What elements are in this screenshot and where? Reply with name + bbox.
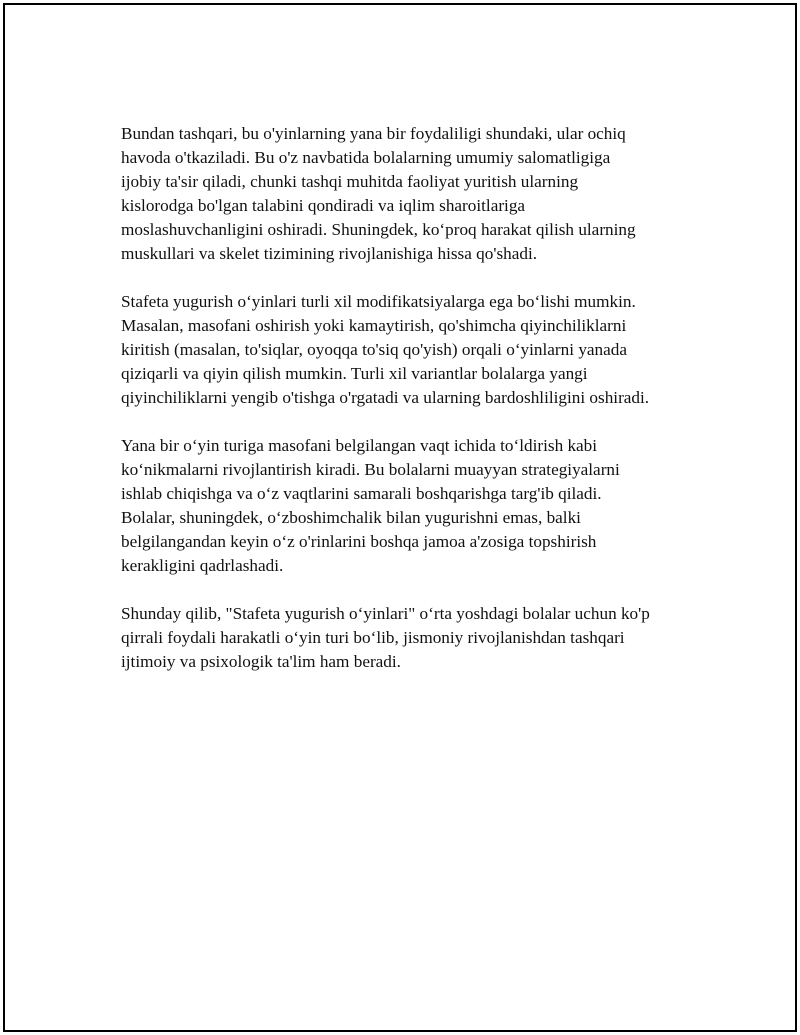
text-line: havoda o'tkaziladi. Bu o'z navbatida bolalarning umumiy salomatligiga [121, 148, 611, 167]
text-line: kiritish (masalan, to'siqlar, oyoqqa to'siq qo'yish) orqali o‘yinlarni yanada [121, 340, 627, 359]
text-line: qiziqarli va qiyin qilish mumkin. Turli xil variantlar bolalarga yangi [121, 364, 588, 383]
text-line: Stafeta yugurish o‘yinlari turli xil modifikatsiyalarga ega bo‘lishi mumkin. [121, 292, 636, 311]
text-line: kerakligini qadrlashadi. [121, 556, 284, 575]
text-line: ishlab chiqishga va o‘z vaqtlarini samarali boshqarishga targ'ib qiladi. [121, 484, 602, 503]
text-line: Masalan, masofani oshirish yoki kamaytirish, qo'shimcha qiyinchiliklarni [121, 316, 627, 335]
text-line: Bolalar, shuningdek, o‘zboshimchalik bilan yugurishni emas, balki [121, 508, 581, 527]
text-line: Shunday qilib, "Stafeta yugurish o‘yinlari" o‘rta yoshdagi bolalar uchun ko'p [121, 604, 650, 623]
text-line: Bundan tashqari, bu o'yinlarning yana bir foydaliligi shundaki, ular ochiq [121, 124, 626, 143]
text-line: kislorodga bo'lgan talabini qondiradi va iqlim sharoitlariga [121, 196, 526, 215]
text-line: ijobiy ta'sir qiladi, chunki tashqi muhitda faoliyat yuritish ularning [121, 172, 579, 191]
text-line: ko‘nikmalarni rivojlantirish kiradi. Bu bolalarni muayyan strategiyalarni [121, 460, 620, 479]
page-frame [3, 3, 797, 1032]
text-line: muskullari va skelet tizimining rivojlanishiga hissa qo'shadi. [121, 244, 538, 263]
text-line: moslashuvchanligini oshiradi. Shuningdek, ko‘proq harakat qilish ularning [121, 220, 636, 239]
paragraph-1 [121, 122, 721, 266]
text-line: belgilangandan keyin o‘z o'rinlarini boshqa jamoa a'zosiga topshirish [121, 532, 597, 551]
paragraph-3 [121, 434, 721, 578]
text-line: Yana bir o‘yin turiga masofani belgilangan vaqt ichida to‘ldirish kabi [121, 436, 598, 455]
text-line: qiyinchiliklarni yengib o'tishga o'rgatadi va ularning bardoshliligini oshiradi. [121, 388, 650, 407]
document-body [121, 122, 721, 698]
paragraph-2 [121, 290, 721, 410]
paragraph-4 [121, 602, 721, 674]
text-line: qirrali foydali harakatli o‘yin turi bo‘lib, jismoniy rivojlanishdan tashqari [121, 628, 625, 647]
text-line: ijtimoiy va psixologik ta'lim ham beradi. [121, 652, 401, 671]
